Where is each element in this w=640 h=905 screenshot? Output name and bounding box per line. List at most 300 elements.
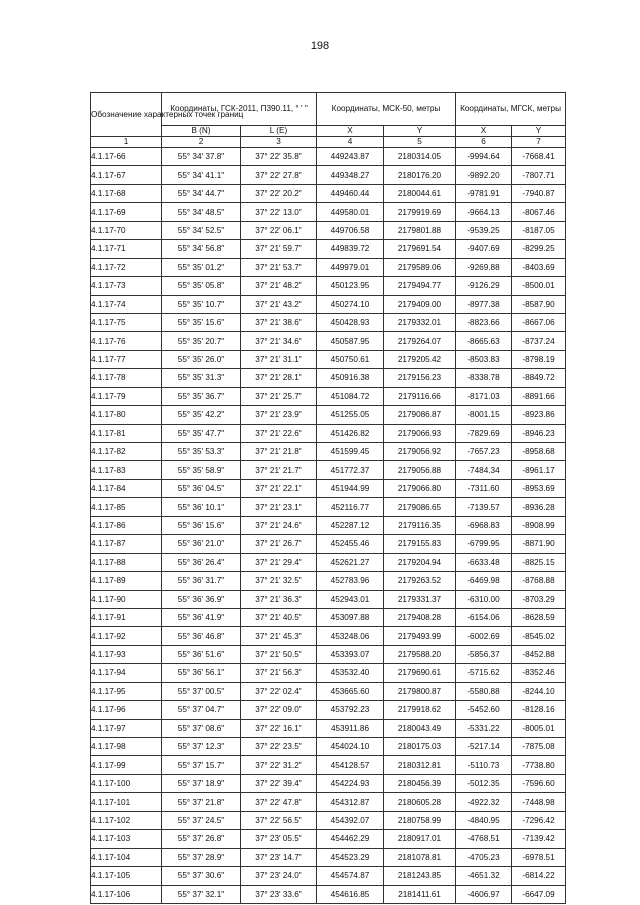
table-row [91,830,566,848]
mgsk-y-cell: -7448.98 [512,793,566,811]
table-row [91,332,566,350]
msk-y-cell: 2179086.65 [384,498,456,516]
msk-y-cell: 2180758.99 [384,811,456,829]
mgsk-y-cell: -8005.01 [512,719,566,737]
mgsk-x-cell: -8977.38 [456,295,512,313]
longitude-cell: 37° 23' 33.6" [241,885,317,903]
point-id-cell: 4.1.17-71 [91,240,162,258]
page-number: 198 [310,40,330,52]
msk-x-cell: 449580.01 [317,203,384,221]
mgsk-x-cell: -4705.23 [456,848,512,866]
table-row [91,516,566,534]
longitude-cell: 37° 22' 47.8" [241,793,317,811]
msk-x-cell: 451255.05 [317,406,384,424]
latitude-cell: 55° 36' 04.5" [162,479,241,497]
table-row [91,387,566,405]
msk-x-cell: 453097.88 [317,608,384,626]
mgsk-x-cell: -5452.60 [456,701,512,719]
mgsk-x-cell: -7657.23 [456,443,512,461]
mgsk-y-cell: -8452.88 [512,645,566,663]
mgsk-x-cell: -5110.73 [456,756,512,774]
msk-x-cell: 451426.82 [317,424,384,442]
longitude-cell: 37° 22' 02.4" [241,682,317,700]
latitude-cell: 55° 36' 21.0" [162,535,241,553]
longitude-cell: 37° 21' 56.3" [241,664,317,682]
msk-y-cell: 2181078.81 [384,848,456,866]
latitude-cell: 55° 35' 10.7" [162,295,241,313]
msk-x-cell: 453665.60 [317,682,384,700]
msk-x-cell: 450916.38 [317,369,384,387]
table-row [91,424,566,442]
msk-x-cell: 451599.45 [317,443,384,461]
mgsk-x-cell: -8001.15 [456,406,512,424]
mgsk-y-cell: -8891.66 [512,387,566,405]
msk-y-cell: 2179691.54 [384,240,456,258]
msk-y-cell: 2180175.03 [384,738,456,756]
column-number: 5 [384,137,456,148]
point-id-cell: 4.1.17-80 [91,406,162,424]
latitude-cell: 55° 36' 31.7" [162,572,241,590]
point-id-cell: 4.1.17-72 [91,258,162,276]
longitude-cell: 37° 21' 59.7" [241,240,317,258]
msk-y-cell: 2179493.99 [384,627,456,645]
mgsk-y-cell: -8587.90 [512,295,566,313]
latitude-cell: 55° 34' 52.5" [162,221,241,239]
table-row [91,811,566,829]
longitude-cell: 37° 21' 28.1" [241,369,317,387]
msk-y-cell: 2179690.61 [384,664,456,682]
table-row [91,535,566,553]
mgsk-y-cell: -8825.15 [512,553,566,571]
table-row [91,738,566,756]
point-id-cell: 4.1.17-102 [91,811,162,829]
longitude-cell: 37° 21' 53.7" [241,258,317,276]
msk-x-cell: 451944.99 [317,479,384,497]
latitude-cell: 55° 35' 36.7" [162,387,241,405]
msk-y-cell: 2181411.61 [384,885,456,903]
mgsk-y-cell: -7296.42 [512,811,566,829]
point-id-cell: 4.1.17-87 [91,535,162,553]
longitude-cell: 37° 21' 43.2" [241,295,317,313]
msk-y-cell: 2179056.92 [384,443,456,461]
header-mgsk: Координаты, МГСК, метры [456,93,566,126]
msk-y-cell: 2179086.87 [384,406,456,424]
table-row [91,682,566,700]
mgsk-x-cell: -5217.14 [456,738,512,756]
point-id-cell: 4.1.17-79 [91,387,162,405]
msk-x-cell: 452455.46 [317,535,384,553]
msk-y-cell: 2179494.77 [384,277,456,295]
msk-y-cell: 2179408.28 [384,608,456,626]
longitude-cell: 37° 21' 25.7" [241,387,317,405]
table-row [91,793,566,811]
latitude-cell: 55° 37' 26.8" [162,830,241,848]
point-id-cell: 4.1.17-100 [91,774,162,792]
msk-y-cell: 2179409.00 [384,295,456,313]
mgsk-y-cell: -7940.87 [512,184,566,202]
table-row [91,848,566,866]
longitude-cell: 37° 23' 05.5" [241,830,317,848]
point-id-cell: 4.1.17-85 [91,498,162,516]
mgsk-y-cell: -6814.22 [512,867,566,885]
longitude-cell: 37° 21' 40.5" [241,608,317,626]
msk-y-cell: 2179918.62 [384,701,456,719]
longitude-cell: 37° 21' 34.6" [241,332,317,350]
msk-x-cell: 452116.77 [317,498,384,516]
point-id-cell: 4.1.17-92 [91,627,162,645]
mgsk-x-cell: -6633.48 [456,553,512,571]
point-id-cell: 4.1.17-84 [91,479,162,497]
longitude-cell: 37° 21' 48.2" [241,277,317,295]
longitude-cell: 37° 21' 36.3" [241,590,317,608]
longitude-cell: 37° 22' 16.1" [241,719,317,737]
mgsk-y-cell: -8667.06 [512,313,566,331]
longitude-cell: 37° 21' 38.6" [241,313,317,331]
mgsk-x-cell: -8338.78 [456,369,512,387]
latitude-cell: 55° 35' 42.2" [162,406,241,424]
msk-y-cell: 2180176.20 [384,166,456,184]
mgsk-x-cell: -8171.03 [456,387,512,405]
mgsk-x-cell: -9994.64 [456,148,512,166]
header-gsk: Координаты, ГСК-2011, П390.11, ° ' " [162,93,317,126]
mgsk-y-cell: -6978.51 [512,848,566,866]
mgsk-x-cell: -9664.13 [456,203,512,221]
mgsk-y-cell: -8545.02 [512,627,566,645]
table-row [91,608,566,626]
mgsk-y-cell: -8958.68 [512,443,566,461]
msk-x-cell: 453792.23 [317,701,384,719]
mgsk-x-cell: -9407.69 [456,240,512,258]
msk-x-cell: 454523.29 [317,848,384,866]
longitude-cell: 37° 21' 22.1" [241,479,317,497]
table-row [91,645,566,663]
longitude-cell: 37° 21' 32.5" [241,572,317,590]
msk-y-cell: 2180043.49 [384,719,456,737]
mgsk-x-cell: -9892.20 [456,166,512,184]
msk-y-cell: 2179116.66 [384,387,456,405]
mgsk-x-cell: -6154.06 [456,608,512,626]
msk-y-cell: 2179066.93 [384,424,456,442]
msk-x-cell: 452287.12 [317,516,384,534]
point-id-cell: 4.1.17-78 [91,369,162,387]
mgsk-y-cell: -8798.19 [512,350,566,368]
table-row [91,590,566,608]
header-msk-y: Y [384,126,456,137]
mgsk-x-cell: -7139.57 [456,498,512,516]
mgsk-y-cell: -8403.69 [512,258,566,276]
point-id-cell: 4.1.17-89 [91,572,162,590]
point-id-cell: 4.1.17-99 [91,756,162,774]
table-row [91,664,566,682]
mgsk-y-cell: -8244.10 [512,682,566,700]
header-b: B (N) [162,126,241,137]
latitude-cell: 55° 35' 47.7" [162,424,241,442]
point-id-cell: 4.1.17-88 [91,553,162,571]
column-number: 3 [241,137,317,148]
longitude-cell: 37° 21' 31.1" [241,350,317,368]
mgsk-y-cell: -8953.69 [512,479,566,497]
latitude-cell: 55° 34' 44.7" [162,184,241,202]
latitude-cell: 55° 36' 36.9" [162,590,241,608]
mgsk-x-cell: -7311.60 [456,479,512,497]
msk-x-cell: 454574.87 [317,867,384,885]
column-number: 6 [456,137,512,148]
latitude-cell: 55° 37' 30.6" [162,867,241,885]
column-number: 7 [512,137,566,148]
mgsk-y-cell: -8908.99 [512,516,566,534]
point-id-cell: 4.1.17-97 [91,719,162,737]
msk-y-cell: 2179156.23 [384,369,456,387]
mgsk-y-cell: -8961.17 [512,461,566,479]
table-row [91,406,566,424]
latitude-cell: 55° 36' 10.1" [162,498,241,516]
msk-x-cell: 449979.01 [317,258,384,276]
mgsk-x-cell: -5580.88 [456,682,512,700]
msk-y-cell: 2180456.39 [384,774,456,792]
point-id-cell: 4.1.17-70 [91,221,162,239]
point-id-cell: 4.1.17-98 [91,738,162,756]
mgsk-x-cell: -6799.95 [456,535,512,553]
point-id-cell: 4.1.17-68 [91,184,162,202]
header-designation: Обозначение характерных точек границ [91,93,162,137]
longitude-cell: 37° 23' 24.0" [241,867,317,885]
point-id-cell: 4.1.17-73 [91,277,162,295]
point-id-cell: 4.1.17-83 [91,461,162,479]
mgsk-x-cell: -4651.32 [456,867,512,885]
latitude-cell: 55° 34' 37.8" [162,148,241,166]
msk-x-cell: 450587.95 [317,332,384,350]
mgsk-y-cell: -7807.71 [512,166,566,184]
mgsk-x-cell: -4606.97 [456,885,512,903]
table-row [91,203,566,221]
point-id-cell: 4.1.17-66 [91,148,162,166]
table-row [91,350,566,368]
table-row [91,756,566,774]
msk-y-cell: 2179332.01 [384,313,456,331]
mgsk-x-cell: -9126.29 [456,277,512,295]
point-id-cell: 4.1.17-95 [91,682,162,700]
msk-y-cell: 2179155.83 [384,535,456,553]
mgsk-x-cell: -6469.98 [456,572,512,590]
msk-x-cell: 452621.27 [317,553,384,571]
point-id-cell: 4.1.17-104 [91,848,162,866]
mgsk-x-cell: -7484.34 [456,461,512,479]
msk-x-cell: 449839.72 [317,240,384,258]
msk-x-cell: 449348.27 [317,166,384,184]
latitude-cell: 55° 37' 12.3" [162,738,241,756]
longitude-cell: 37° 22' 09.0" [241,701,317,719]
longitude-cell: 37° 21' 21.7" [241,461,317,479]
msk-y-cell: 2179066.80 [384,479,456,497]
longitude-cell: 37° 23' 14.7" [241,848,317,866]
latitude-cell: 55° 35' 01.2" [162,258,241,276]
table-row [91,258,566,276]
msk-y-cell: 2179263.52 [384,572,456,590]
table-row [91,443,566,461]
longitude-cell: 37° 22' 39.4" [241,774,317,792]
header-msk: Координаты, МСК-50, метры [317,93,456,126]
latitude-cell: 55° 37' 08.6" [162,719,241,737]
mgsk-y-cell: -7139.42 [512,830,566,848]
point-id-cell: 4.1.17-75 [91,313,162,331]
latitude-cell: 55° 37' 00.5" [162,682,241,700]
point-id-cell: 4.1.17-106 [91,885,162,903]
point-id-cell: 4.1.17-82 [91,443,162,461]
table-row [91,148,566,166]
msk-y-cell: 2180312.81 [384,756,456,774]
table-row [91,277,566,295]
column-number-row [91,137,566,148]
table-row [91,369,566,387]
point-id-cell: 4.1.17-81 [91,424,162,442]
mgsk-y-cell: -8871.90 [512,535,566,553]
msk-y-cell: 2179056.88 [384,461,456,479]
msk-y-cell: 2179205.42 [384,350,456,368]
msk-y-cell: 2179589.06 [384,258,456,276]
mgsk-x-cell: -4922.32 [456,793,512,811]
point-id-cell: 4.1.17-67 [91,166,162,184]
msk-x-cell: 451084.72 [317,387,384,405]
mgsk-x-cell: -8823.66 [456,313,512,331]
table-row [91,867,566,885]
msk-y-cell: 2179800.87 [384,682,456,700]
mgsk-x-cell: -8503.83 [456,350,512,368]
msk-x-cell: 454024.10 [317,738,384,756]
msk-x-cell: 454392.07 [317,811,384,829]
header-mgsk-x: X [456,126,512,137]
mgsk-x-cell: -8665.63 [456,332,512,350]
longitude-cell: 37° 22' 13.0" [241,203,317,221]
latitude-cell: 55° 36' 46.8" [162,627,241,645]
table-row [91,295,566,313]
mgsk-x-cell: -4840.95 [456,811,512,829]
mgsk-x-cell: -6968.83 [456,516,512,534]
msk-x-cell: 452943.01 [317,590,384,608]
latitude-cell: 55° 37' 15.7" [162,756,241,774]
mgsk-y-cell: -8737.24 [512,332,566,350]
mgsk-x-cell: -5856.37 [456,645,512,663]
table-row [91,461,566,479]
msk-x-cell: 453532.40 [317,664,384,682]
mgsk-y-cell: -8703.29 [512,590,566,608]
coordinates-table [90,92,566,904]
mgsk-y-cell: -8768.88 [512,572,566,590]
header-msk-x: X [317,126,384,137]
mgsk-x-cell: -5331.22 [456,719,512,737]
msk-y-cell: 2180044.61 [384,184,456,202]
point-id-cell: 4.1.17-86 [91,516,162,534]
latitude-cell: 55° 36' 56.1" [162,664,241,682]
longitude-cell: 37° 21' 45.3" [241,627,317,645]
msk-x-cell: 450274.10 [317,295,384,313]
mgsk-x-cell: -5012.35 [456,774,512,792]
table-row [91,719,566,737]
latitude-cell: 55° 37' 21.8" [162,793,241,811]
point-id-cell: 4.1.17-103 [91,830,162,848]
mgsk-y-cell: -8352.46 [512,664,566,682]
msk-y-cell: 2179264.07 [384,332,456,350]
msk-x-cell: 450750.61 [317,350,384,368]
msk-x-cell: 454312.87 [317,793,384,811]
mgsk-y-cell: -8128.16 [512,701,566,719]
point-id-cell: 4.1.17-90 [91,590,162,608]
mgsk-y-cell: -7668.41 [512,148,566,166]
latitude-cell: 55° 37' 28.9" [162,848,241,866]
mgsk-y-cell: -8067.46 [512,203,566,221]
msk-y-cell: 2180917.01 [384,830,456,848]
point-id-cell: 4.1.17-76 [91,332,162,350]
mgsk-x-cell: -5715.62 [456,664,512,682]
longitude-cell: 37° 22' 20.2" [241,184,317,202]
msk-x-cell: 449460.44 [317,184,384,202]
table-row [91,221,566,239]
table-row [91,184,566,202]
msk-y-cell: 2181243.85 [384,867,456,885]
msk-y-cell: 2180605.28 [384,793,456,811]
msk-x-cell: 453911.86 [317,719,384,737]
column-number: 2 [162,137,241,148]
mgsk-x-cell: -6002.69 [456,627,512,645]
latitude-cell: 55° 34' 48.5" [162,203,241,221]
msk-x-cell: 449243.87 [317,148,384,166]
longitude-cell: 37° 21' 24.6" [241,516,317,534]
msk-x-cell: 452783.96 [317,572,384,590]
longitude-cell: 37° 22' 23.5" [241,738,317,756]
longitude-cell: 37° 21' 23.1" [241,498,317,516]
latitude-cell: 55° 35' 53.3" [162,443,241,461]
msk-y-cell: 2179801.88 [384,221,456,239]
latitude-cell: 55° 34' 56.8" [162,240,241,258]
msk-x-cell: 449706.58 [317,221,384,239]
latitude-cell: 55° 35' 20.7" [162,332,241,350]
latitude-cell: 55° 34' 41.1" [162,166,241,184]
latitude-cell: 55° 35' 26.0" [162,350,241,368]
longitude-cell: 37° 22' 27.8" [241,166,317,184]
longitude-cell: 37° 21' 50.5" [241,645,317,663]
longitude-cell: 37° 22' 31.2" [241,756,317,774]
header-mgsk-y: Y [512,126,566,137]
latitude-cell: 55° 36' 26.4" [162,553,241,571]
longitude-cell: 37° 21' 23.9" [241,406,317,424]
point-id-cell: 4.1.17-101 [91,793,162,811]
mgsk-y-cell: -7596.60 [512,774,566,792]
point-id-cell: 4.1.17-69 [91,203,162,221]
mgsk-y-cell: -8299.25 [512,240,566,258]
point-id-cell: 4.1.17-91 [91,608,162,626]
mgsk-y-cell: -7738.80 [512,756,566,774]
header-l: L (E) [241,126,317,137]
table-body [91,148,566,904]
msk-y-cell: 2179204.94 [384,553,456,571]
msk-x-cell: 450123.95 [317,277,384,295]
mgsk-x-cell: -4768.51 [456,830,512,848]
point-id-cell: 4.1.17-74 [91,295,162,313]
latitude-cell: 55° 35' 05.8" [162,277,241,295]
table-row [91,313,566,331]
mgsk-y-cell: -8628.59 [512,608,566,626]
longitude-cell: 37° 21' 29.4" [241,553,317,571]
point-id-cell: 4.1.17-96 [91,701,162,719]
msk-x-cell: 453248.06 [317,627,384,645]
mgsk-x-cell: -7829.69 [456,424,512,442]
msk-x-cell: 451772.37 [317,461,384,479]
point-id-cell: 4.1.17-77 [91,350,162,368]
column-number: 1 [91,137,162,148]
latitude-cell: 55° 36' 15.6" [162,516,241,534]
point-id-cell: 4.1.17-94 [91,664,162,682]
mgsk-y-cell: -8946.23 [512,424,566,442]
mgsk-x-cell: -9539.25 [456,221,512,239]
